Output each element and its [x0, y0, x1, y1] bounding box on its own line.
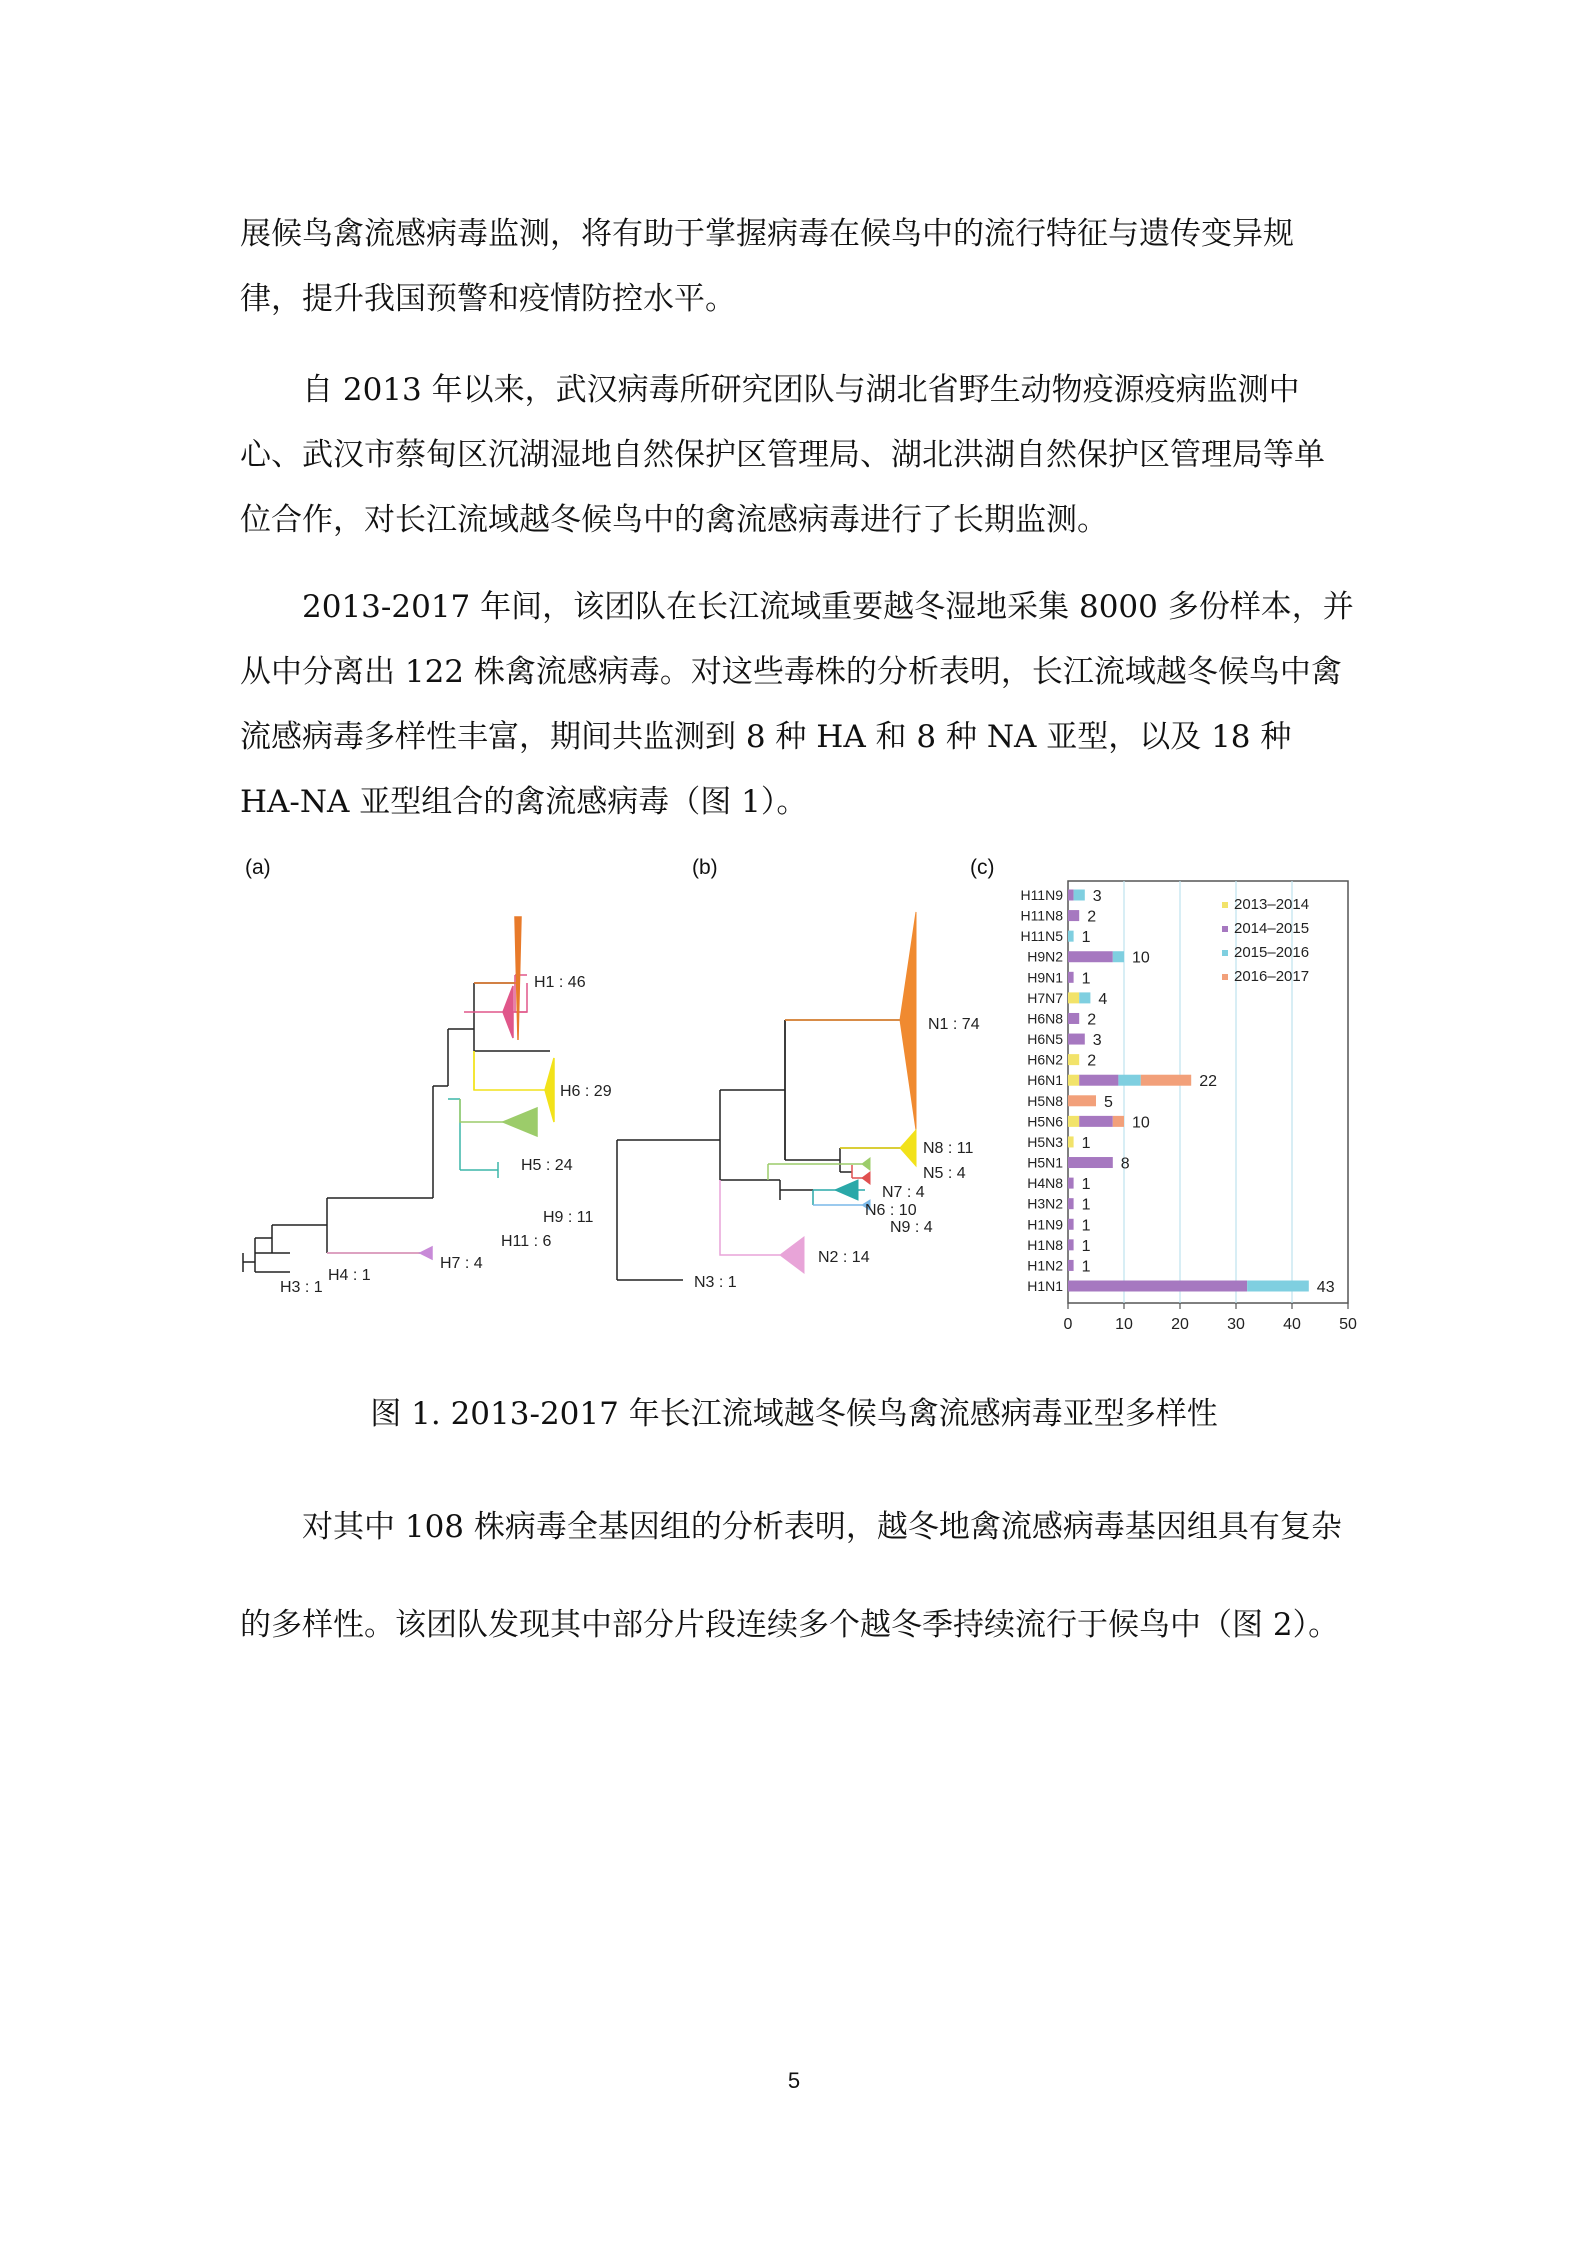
panel-label-a: (a) — [245, 856, 271, 879]
legend-label: 2013–2014 — [1234, 896, 1310, 913]
chart-category-labels — [1020, 887, 1063, 1294]
data-label: 10 — [1132, 1114, 1150, 1132]
leaf-label-h5: H5 : 24 — [521, 1157, 573, 1174]
x-tick-label: 30 — [1227, 1316, 1245, 1333]
leaf-label-n5: N5 : 4 — [923, 1165, 966, 1182]
category-label: H6N8 — [1027, 1010, 1063, 1027]
bar-segment — [1113, 1116, 1124, 1127]
data-label: 1 — [1081, 1258, 1091, 1276]
bar-segment — [1068, 1239, 1074, 1250]
category-label: H1N2 — [1027, 1257, 1063, 1274]
page-number: 5 — [787, 2068, 801, 2093]
x-tick-label: 40 — [1283, 1316, 1301, 1333]
bar-segment — [1068, 1198, 1074, 1209]
data-label: 43 — [1316, 1279, 1335, 1296]
bar-segment — [1079, 992, 1090, 1003]
bar-segment — [1068, 910, 1079, 921]
x-tick-label: 20 — [1171, 1316, 1189, 1333]
data-label: 1 — [1081, 1237, 1091, 1255]
category-label: H5N1 — [1027, 1154, 1063, 1171]
data-label: 1 — [1081, 1196, 1091, 1214]
bar-segment — [1068, 931, 1074, 942]
legend-label: 2016–2017 — [1234, 968, 1310, 985]
legend-swatch — [1222, 902, 1228, 908]
category-label: H11N5 — [1020, 928, 1063, 945]
bar-segment — [1141, 1075, 1191, 1086]
data-label: 3 — [1092, 1032, 1102, 1050]
category-label: H11N9 — [1020, 887, 1063, 903]
bar-segment — [1068, 1034, 1085, 1045]
x-tick-label: 0 — [1063, 1316, 1073, 1333]
leaf-label-n8: N8 : 11 — [923, 1140, 974, 1157]
leaf-label-n2: N2 : 14 — [818, 1249, 870, 1266]
data-label: 1 — [1081, 1176, 1091, 1194]
leaf-label-n6: N6 : 10 — [865, 1202, 917, 1219]
phylogenetic-tree-ha-clades — [327, 917, 554, 1262]
subtype-bar-chart — [1020, 881, 1357, 1333]
paragraph-2: 自 2013 年以来，武汉病毒所研究团队与湖北省野生动物疫源疫病监测中心、武汉市蔡甸区沉湖湿地自然保护区管理局、湖北洪湖自然保护区管理局等单位合作，对长江流域越冬候鸟中的禽流感病毒进行了长期监测。 — [240, 372, 1325, 538]
legend-label: 2014–2015 — [1234, 920, 1310, 937]
category-label: H5N6 — [1027, 1113, 1063, 1130]
category-label: H1N9 — [1027, 1216, 1063, 1233]
leaf-label-h1: H1 : 46 — [534, 974, 586, 991]
category-label: H6N1 — [1027, 1072, 1063, 1089]
data-label: 22 — [1199, 1073, 1217, 1091]
tree-ha-labels — [280, 974, 612, 1296]
leaf-label-h4: H4 : 1 — [328, 1267, 371, 1284]
data-label: 1 — [1081, 1134, 1091, 1152]
bar-segment — [1068, 1260, 1074, 1271]
data-label: 5 — [1104, 1093, 1113, 1111]
bar-segment — [1247, 1281, 1309, 1292]
bar-segment — [1068, 1013, 1079, 1024]
x-tick-label: 10 — [1115, 1316, 1133, 1333]
bar-segment — [1118, 1075, 1140, 1086]
bar-segment — [1068, 1281, 1247, 1292]
data-label: 3 — [1092, 888, 1102, 905]
tree-na-labels — [694, 1016, 980, 1291]
bar-segment — [1068, 890, 1074, 901]
bar-segment — [1068, 1136, 1074, 1147]
data-label: 1 — [1081, 929, 1091, 947]
phylogenetic-tree-ha — [243, 975, 550, 1272]
bar-segment — [1068, 1054, 1079, 1065]
category-label: H1N8 — [1027, 1236, 1063, 1253]
bar-segment — [1074, 890, 1085, 901]
paragraph-1: 展候鸟禽流感病毒监测，将有助于掌握病毒在候鸟中的流行特征与遗传变异规律，提升我国预警和疫情防控水平。 — [240, 216, 1294, 317]
leaf-label-n1: N1 : 74 — [928, 1016, 980, 1033]
legend-swatch — [1222, 950, 1228, 956]
leaf-label-h7: H7 : 4 — [440, 1255, 483, 1272]
bar-segment — [1068, 992, 1079, 1003]
bar-segment — [1068, 1095, 1096, 1106]
data-label: 2 — [1087, 1052, 1097, 1070]
bar-segment — [1068, 1075, 1079, 1086]
bar-segment — [1079, 1116, 1113, 1127]
bar-segment — [1068, 1116, 1079, 1127]
category-label: H7N7 — [1027, 989, 1063, 1006]
legend-swatch — [1222, 974, 1228, 980]
leaf-label-h9: H9 : 11 — [543, 1209, 594, 1226]
category-label: H6N5 — [1027, 1031, 1063, 1048]
bar-segment — [1068, 1178, 1074, 1189]
paragraph-4: 对其中 108 株病毒全基因组的分析表明，越冬地禽流感病毒基因组具有复杂的多样性。该团队发现其中部分片段连续多个越冬季持续流行于候鸟中（图 2）。 — [240, 1509, 1342, 1643]
chart-legend — [1222, 896, 1309, 985]
paragraph-3: 2013-2017 年间，该团队在长江流域重要越冬湿地采集 8000 多份样本，并从中分离出 122 株禽流感病毒。对这些毒株的分析表明，长江流域越冬候鸟中禽流感病毒多样性丰富，期间共监测到 8 种 HA 和 8 种 NA 亚型，以及 18 种 HA-NA 亚型组合的禽流感病毒（图 1）。 — [240, 589, 1354, 820]
category-label: H11N8 — [1020, 907, 1063, 924]
category-label: H5N3 — [1027, 1133, 1063, 1150]
leaf-label-n7: N7 : 4 — [882, 1184, 925, 1201]
chart-x-ticks — [1064, 1303, 1357, 1333]
panel-label-b: (b) — [692, 856, 718, 879]
leaf-label-n9: N9 : 4 — [890, 1219, 933, 1236]
data-label: 10 — [1132, 949, 1150, 967]
panel-label-c: (c) — [970, 856, 995, 879]
data-label: 8 — [1120, 1155, 1130, 1173]
data-label: 2 — [1087, 1011, 1097, 1029]
x-tick-label: 50 — [1339, 1316, 1357, 1333]
category-label: H9N1 — [1027, 969, 1063, 986]
legend-swatch — [1222, 926, 1228, 932]
data-label: 1 — [1081, 1217, 1091, 1235]
leaf-label-h3: H3 : 1 — [280, 1279, 323, 1296]
bar-segment — [1079, 1075, 1118, 1086]
category-label: H9N2 — [1027, 948, 1063, 965]
phylogenetic-tree-na — [617, 1020, 916, 1280]
figure-caption: 图 1. 2013-2017 年长江流域越冬候鸟禽流感病毒亚型多样性 — [370, 1396, 1218, 1432]
leaf-label-h6: H6 : 29 — [560, 1083, 612, 1100]
bar-segment — [1068, 1157, 1113, 1168]
bar-segment — [1068, 972, 1074, 983]
category-label: H6N2 — [1027, 1051, 1063, 1068]
legend-label: 2015–2016 — [1234, 944, 1310, 961]
leaf-label-h11: H11 : 6 — [501, 1233, 552, 1250]
category-label: H1N1 — [1027, 1278, 1063, 1294]
data-label: 1 — [1081, 970, 1091, 988]
bar-segment — [1068, 1219, 1074, 1230]
category-label: H3N2 — [1027, 1195, 1063, 1212]
category-label: H4N8 — [1027, 1175, 1063, 1192]
bar-segment — [1068, 951, 1113, 962]
leaf-label-n3: N3 : 1 — [694, 1274, 737, 1291]
data-label: 2 — [1087, 908, 1097, 926]
bar-segment — [1113, 951, 1124, 962]
category-label: H5N8 — [1027, 1092, 1063, 1109]
data-label: 4 — [1098, 990, 1108, 1008]
